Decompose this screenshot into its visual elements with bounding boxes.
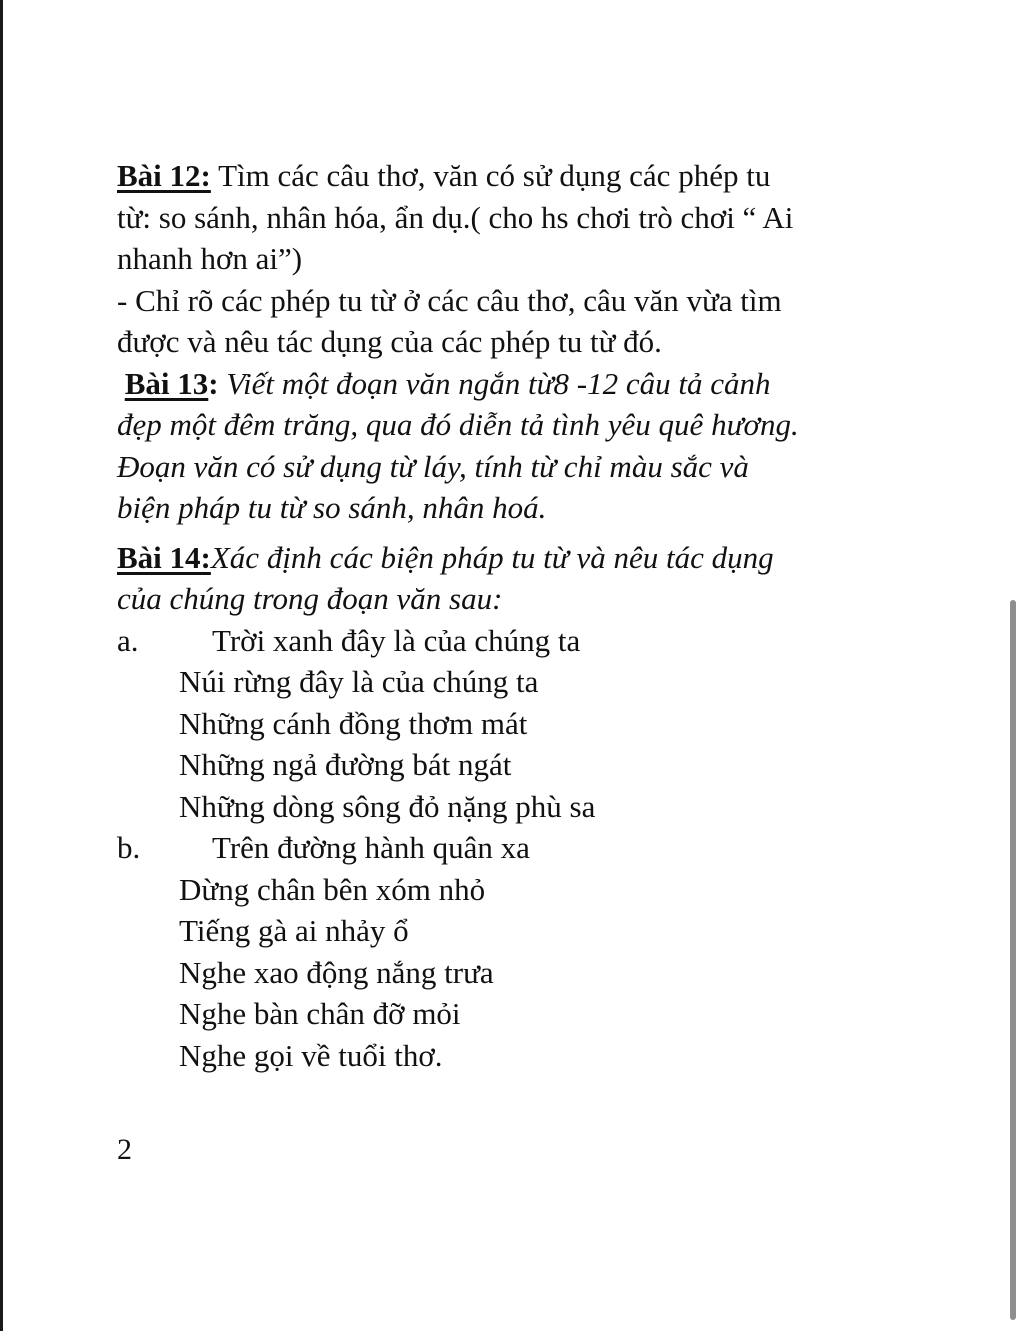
exercise-14-text: Xác định các biện pháp tu từ và nêu tác dụng — [210, 539, 774, 575]
section-gap — [117, 529, 917, 537]
exercise-14-title: Bài 14: — [117, 539, 211, 575]
poem-a-line-1 — [117, 620, 917, 662]
poem-b-line-2 — [117, 869, 917, 911]
poem-a-verse: Núi rừng đây là của chúng ta — [179, 664, 539, 699]
poem-b-line-5 — [117, 993, 917, 1035]
document-content — [117, 155, 917, 1076]
exercise-12-line-3: nhanh hơn ai”) — [117, 241, 303, 276]
exercise-13-line-4: biện pháp tu từ so sánh, nhân hoá. — [117, 490, 547, 525]
poem-a-line-3 — [117, 703, 917, 745]
exercise-14-line-2: của chúng trong đoạn văn sau: — [117, 581, 503, 616]
poem-b-line-6 — [117, 1035, 917, 1077]
poem-b-verse: Trên đường hành quân xa — [212, 830, 530, 865]
exercise-13-line-2: đẹp một đêm trăng, qua đó diễn tả tình yêu quê hương. — [117, 407, 799, 442]
exercise-12 — [117, 155, 917, 363]
poem-b-verse: Dừng chân bên xóm nhỏ — [179, 871, 486, 907]
poem-a-line-2 — [117, 661, 917, 703]
exercise-14-line-1 — [117, 537, 917, 579]
exercise-12-line-5: được và nêu tác dụng của các phép tu từ đó. — [117, 324, 662, 359]
exercise-13-text: Viết một đoạn văn ngắn từ8 -12 câu tả cảnh — [218, 365, 771, 401]
exercise-13-line-1 — [117, 363, 917, 405]
exercise-12-text: Tìm các câu thơ, văn có sử dụng các phép tu — [210, 158, 771, 193]
exercise-13-colon: : — [208, 365, 219, 401]
poem-a-line-4 — [117, 744, 917, 786]
exercise-13-title: Bài 13 — [124, 365, 209, 401]
poem-b-line-3 — [117, 910, 917, 952]
poem-b-verse: Nghe xao động nắng trưa — [179, 954, 494, 990]
poem-a-verse: Những dòng sông đỏ nặng phù sa — [179, 788, 596, 824]
poem-b-verse: Nghe bàn chân đỡ mỏi — [179, 996, 461, 1031]
exercise-13-line-3: Đoạn văn có sử dụng từ láy, tính từ chỉ màu sắc và — [117, 448, 749, 484]
left-border — [0, 0, 3, 1331]
poem-b — [117, 827, 917, 1076]
exercise-12-line-1 — [117, 155, 917, 197]
poem-a-line-5 — [117, 786, 917, 828]
vertical-scrollbar[interactable] — [1010, 600, 1016, 1320]
exercise-14 — [117, 537, 917, 620]
poem-a-verse: Trời xanh đây là của chúng ta — [212, 622, 581, 658]
exercise-12-line-4: - Chỉ rõ các phép tu từ ở các câu thơ, câu văn vừa tìm — [117, 282, 782, 318]
exercise-12-title: Bài 12: — [117, 158, 211, 193]
poem-b-line-4 — [117, 952, 917, 994]
poem-b-verse: Tiếng gà ai nhảy ổ — [179, 913, 409, 948]
poem-a-verse: Những ngả đường bát ngát — [179, 747, 512, 782]
poem-b-label: b. — [117, 830, 141, 865]
poem-b-verse: Nghe gọi về tuổi thơ. — [179, 1037, 443, 1073]
page-number: 2 — [117, 1133, 132, 1166]
exercise-12-line-2: từ: so sánh, nhân hóa, ẩn dụ.( cho hs chơi trò chơi “ Ai — [117, 199, 794, 235]
poem-a-label: a. — [117, 622, 139, 658]
poem-a — [117, 620, 917, 828]
exercise-13 — [117, 363, 917, 529]
poem-a-verse: Những cánh đồng thơm mát — [179, 705, 528, 741]
poem-b-line-1 — [117, 827, 917, 869]
